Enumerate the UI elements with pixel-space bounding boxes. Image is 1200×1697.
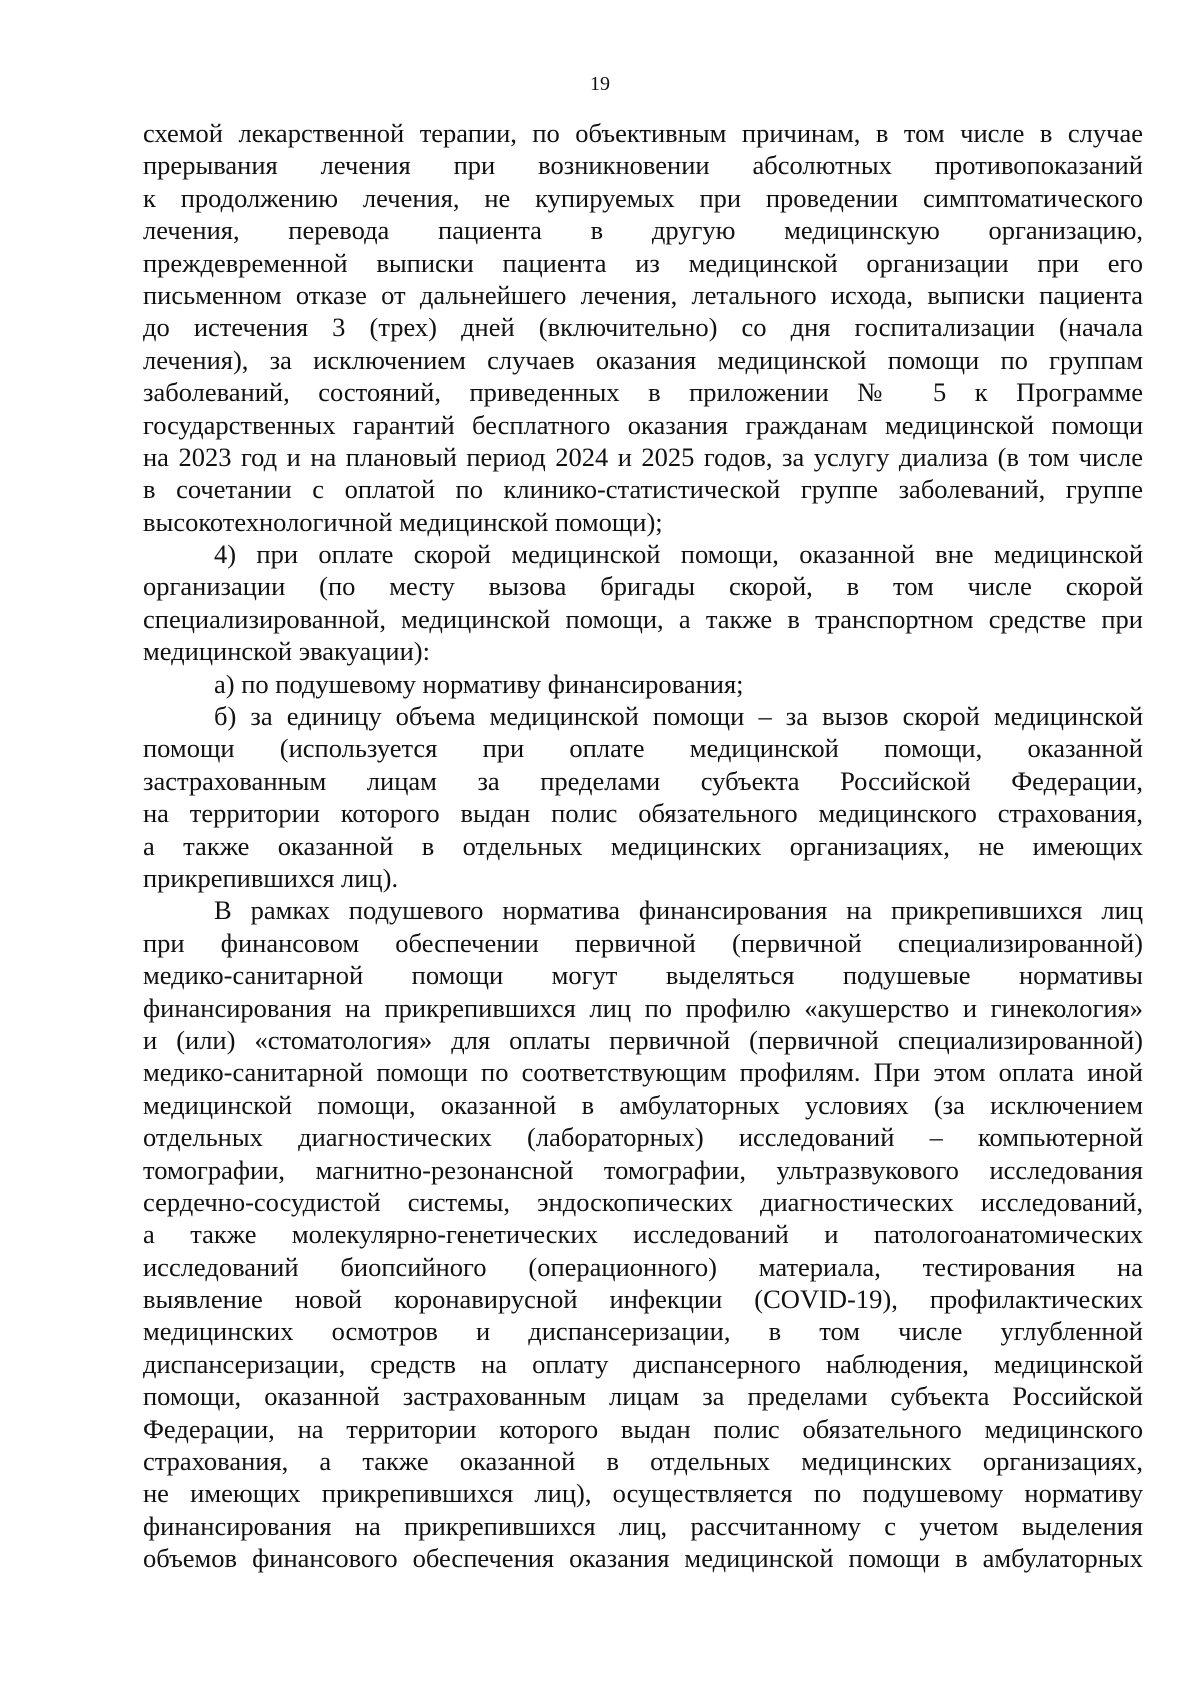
- text-line: не имеющих прикрепившихся лиц), осуществляется по подушевому нормативу: [143, 1478, 1143, 1509]
- text-line: при финансовом обеспечении первичной (первичной специализированной): [143, 927, 1143, 958]
- text-line: медико-санитарной помощи по соответствующим профилям. При этом оплата иной: [143, 1057, 1143, 1088]
- text-line: В рамках подушевого норматива финансирования на прикрепившихся лиц: [214, 895, 1143, 926]
- text-line: медицинской помощи, оказанной в амбулаторных условиях (за исключением: [143, 1089, 1143, 1120]
- text-line: финансирования на прикрепившихся лиц по профилю «акушерство и гинекология»: [143, 992, 1143, 1023]
- text-line: исследований биопсийного (операционного) материала, тестирования на: [143, 1251, 1143, 1282]
- text-line: а также оказанной в отдельных медицинских организациях, не имеющих: [143, 830, 1143, 861]
- text-line: прикрепившихся лиц).: [143, 862, 399, 893]
- text-line: высокотехнологичной медицинской помощи);: [143, 506, 663, 537]
- text-line: прерывания лечения при возникновении абсолютных противопоказаний: [143, 150, 1143, 181]
- text-line: финансирования на прикрепившихся лиц, рассчитанному с учетом выделения: [143, 1510, 1143, 1541]
- text-line: заболеваний, состояний, приведенных в приложении № 5 к Программе: [143, 377, 1143, 408]
- text-line: на 2023 год и на плановый период 2024 и 2025 годов, за услугу диализа (в том числе: [143, 441, 1143, 472]
- text-line: отдельных диагностических (лабораторных) исследований – компьютерной: [143, 1122, 1143, 1153]
- text-line: а) по подушевому нормативу финансирования;: [214, 668, 744, 699]
- page-number: 19: [590, 73, 610, 95]
- text-line: лечения, перевода пациента в другую медицинскую организацию,: [143, 215, 1143, 246]
- text-line: б) за единицу объема медицинской помощи – за вызов скорой медицинской: [214, 701, 1143, 732]
- text-line: 4) при оплате скорой медицинской помощи, оказанной вне медицинской: [214, 539, 1143, 570]
- text-line: письменном отказе от дальнейшего лечения, летального исхода, выписки пациента: [143, 279, 1143, 310]
- text-line: и (или) «стоматология» для оплаты первичной (первичной специализированной): [143, 1024, 1143, 1055]
- text-line: сердечно-сосудистой системы, эндоскопических диагностических исследований,: [143, 1186, 1143, 1217]
- text-line: страхования, а также оказанной в отдельных медицинских организациях,: [143, 1446, 1143, 1477]
- text-line: медицинских осмотров и диспансеризации, в том числе углубленной: [143, 1316, 1143, 1347]
- text-line: а также молекулярно-генетических исследований и патологоанатомических: [143, 1219, 1143, 1250]
- text-line: схемой лекарственной терапии, по объективным причинам, в том числе в случае: [143, 118, 1143, 148]
- text-line: диспансеризации, средств на оплату диспансерного наблюдения, медицинской: [143, 1348, 1143, 1379]
- text-line: выявление новой коронавирусной инфекции (COVID-19), профилактических: [143, 1284, 1143, 1315]
- text-line: медицинской эвакуации):: [143, 636, 430, 667]
- text-line: помощи, оказанной застрахованным лицам за пределами субъекта Российской: [143, 1381, 1143, 1412]
- text-line: лечения), за исключением случаев оказания медицинской помощи по группам: [143, 344, 1143, 375]
- text-line: объемов финансового обеспечения оказания медицинской помощи в амбулаторных: [143, 1543, 1143, 1574]
- text-line: к продолжению лечения, не купируемых при проведении симптоматического: [143, 182, 1143, 213]
- text-line: преждевременной выписки пациента из медицинской организации при его: [143, 247, 1143, 278]
- text-line: до истечения 3 (трех) дней (включительно) со дня госпитализации (начала: [143, 312, 1143, 343]
- text-line: специализированной, медицинской помощи, а также в транспортном средстве при: [143, 603, 1143, 634]
- text-line: организации (по месту вызова бригады скорой, в том числе скорой: [143, 571, 1143, 602]
- text-line: застрахованным лицам за пределами субъекта Российской Федерации,: [143, 765, 1143, 796]
- text-line: помощи (используется при оплате медицинской помощи, оказанной: [143, 733, 1143, 764]
- text-line: государственных гарантий бесплатного оказания гражданам медицинской помощи: [143, 409, 1143, 440]
- text-line: в сочетании с оплатой по клинико-статистической группе заболеваний, группе: [143, 474, 1143, 505]
- body-text: [143, 117, 1143, 1575]
- text-line: на территории которого выдан полис обязательного медицинского страхования,: [143, 798, 1143, 829]
- text-line: медико-санитарной помощи могут выделяться подушевые нормативы: [143, 960, 1143, 991]
- text-line: томографии, магнитно-резонансной томографии, ультразвукового исследования: [143, 1154, 1143, 1185]
- text-line: Федерации, на территории которого выдан полис обязательного медицинского: [143, 1413, 1143, 1444]
